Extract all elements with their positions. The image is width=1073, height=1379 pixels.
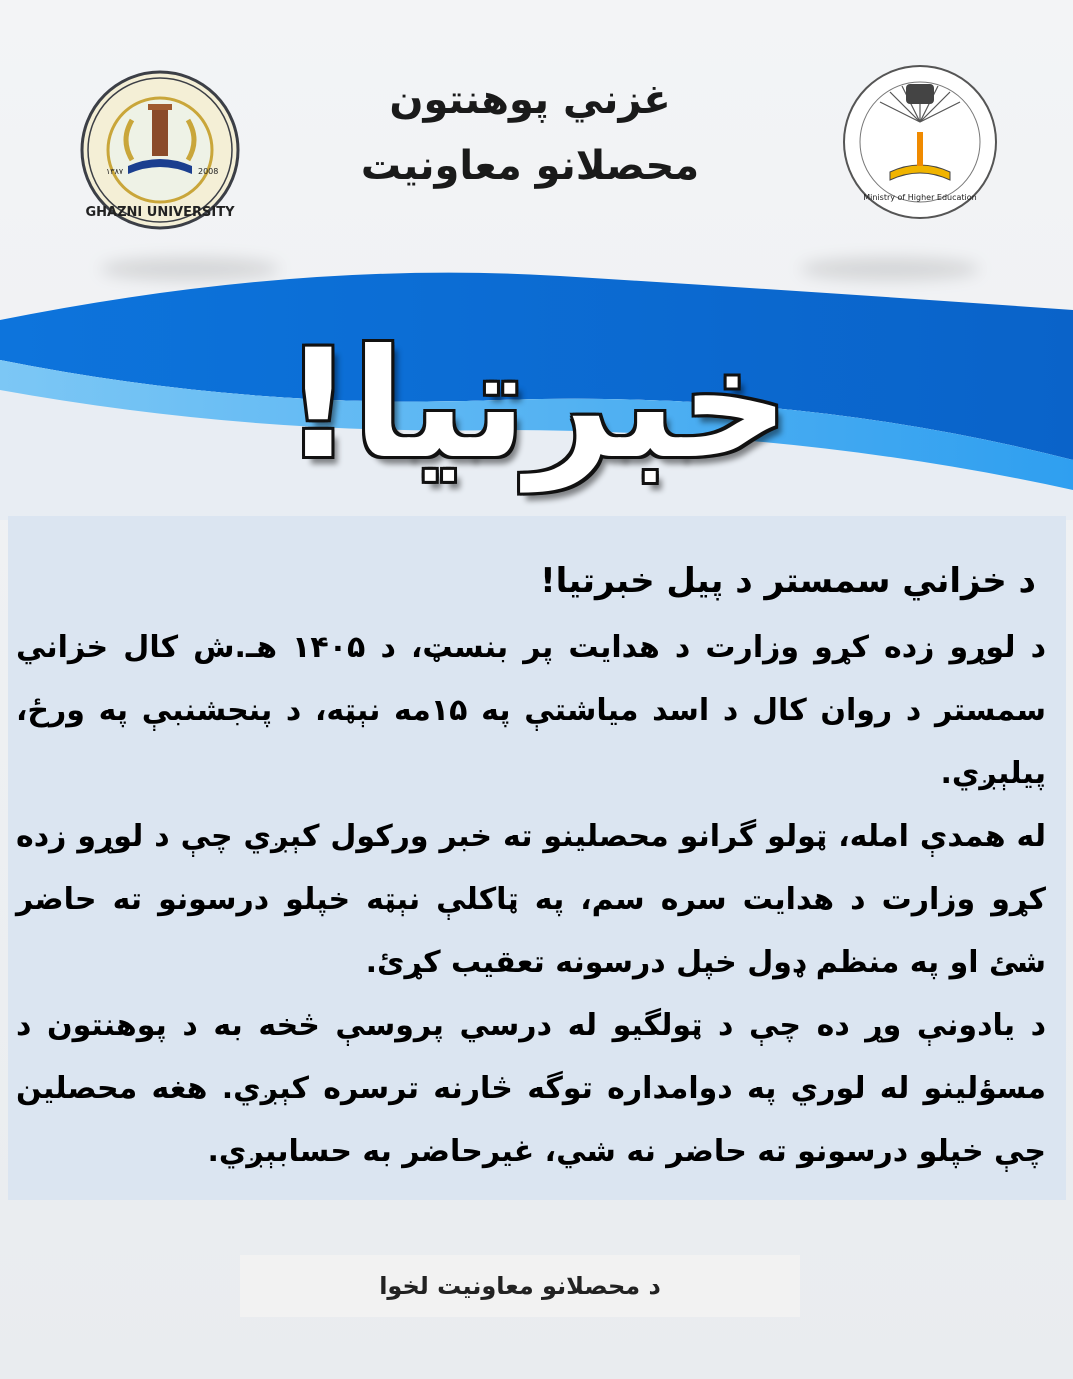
svg-text:GHAZNI UNIVERSITY: GHAZNI UNIVERSITY [85, 205, 235, 220]
ghazni-university-seal-icon [80, 70, 240, 230]
announcement-title: خبرتيا! [284, 318, 789, 492]
ministry-higher-education-seal-icon [840, 62, 1000, 222]
paragraph: د لوړو زده کړو وزارت د هدايت پر بنسټ، د ۱۴۰۵ هـ.ش کال خزاني سمستر د روان کال د اسد مياشتې په ۱۵مه نېټه، د پنجشنبې په ورځ، پيلېږي. [16, 630, 1046, 791]
announcement-body [16, 616, 1046, 1183]
svg-text:2008: 2008 [198, 167, 219, 176]
header [250, 70, 810, 196]
paragraph: د يادونې وړ ده چې د ټولگيو له درسي پروسې څخه به د پوهنتون د مسؤلينو له لوري په دوامداره توگه څارنه ترسره کېږي. هغه محصلين چې خپلو درسونو ته حاضر نه شي، غيرحاضر به حسابېږي. [16, 1008, 1046, 1169]
content-panel [8, 516, 1066, 1200]
announcement-heading: د خزاني سمستر د پيل خبرتيا! [540, 561, 1036, 601]
footer-signature: د محصلانو معاونيت لخوا [240, 1255, 800, 1317]
paragraph: له همدې امله، ټولو گرانو محصلينو ته خبر ورکول کېږي چې د لوړو زده کړو وزارت د هدايت سره سم، په ټاکلې نېټه خپلو درسونو ته حاضر شئ او په منظم ډول خپل درسونه تعقيب کړئ. [16, 819, 1046, 980]
svg-text:Ministry of Higher Education: Ministry of Higher Education [863, 193, 977, 202]
university-name: غزني پوهنتون [389, 77, 671, 123]
department-name: محصلانو معاونیت [360, 143, 700, 189]
svg-text:۱۳۸۷: ۱۳۸۷ [106, 167, 124, 176]
